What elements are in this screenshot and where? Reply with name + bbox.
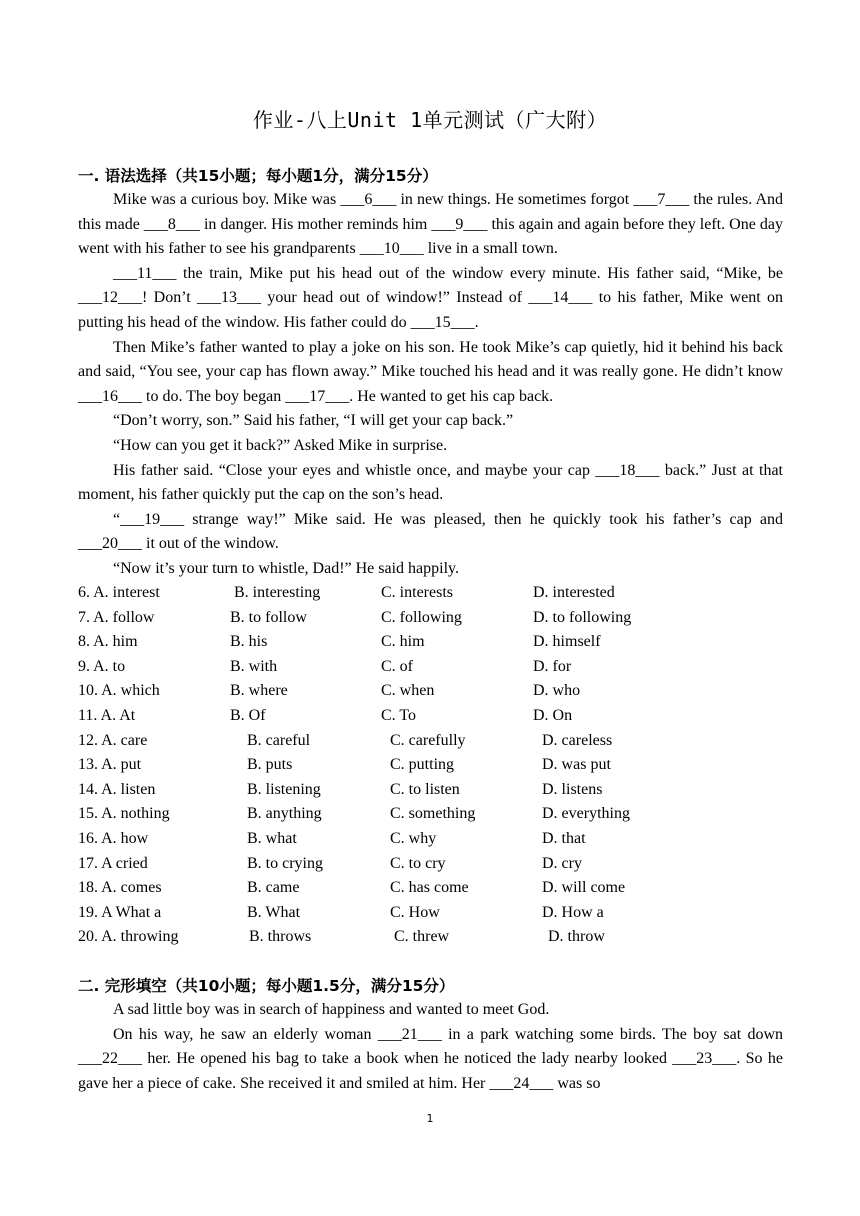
option-b: B. Of [230, 706, 266, 724]
option-b: B. careful [247, 731, 311, 749]
option-row [78, 630, 783, 655]
option-row [78, 852, 783, 877]
option-row [78, 925, 783, 950]
option-c: C. interests [381, 584, 453, 601]
option-d: D. careless [542, 731, 613, 749]
option-d: D. throw [548, 928, 605, 946]
option-c: C. How [390, 903, 440, 921]
option-c: C. why [390, 829, 437, 847]
option-a: 10. A. which [78, 682, 160, 700]
option-c: C. him [381, 633, 425, 651]
option-a: 15. A. nothing [78, 805, 170, 823]
page-number: 1 [426, 1112, 434, 1125]
option-d: D. cry [542, 854, 582, 872]
option-d: D. himself [533, 633, 601, 651]
passage-paragraph: ___11___ the train, Mike put his head out of the window every minute. His father said, “Mike, be ___12___! Don’t ___13___ your head out of window!” Instead of ___14___ to his father, Mike went on putting his head of the window. His father could do ___15___. [78, 264, 783, 331]
option-b: B. puts [247, 756, 293, 774]
section-heading-grammar: 一. 语法选择（共15小题；每小题1分，满分15分） [78, 167, 438, 185]
option-b: B. interesting [234, 584, 321, 601]
option-b: B. to crying [247, 854, 323, 872]
passage-paragraph: A sad little boy was in search of happiness and wanted to meet God. [113, 1001, 550, 1018]
option-d: D. will come [542, 879, 626, 897]
option-b: B. with [230, 657, 278, 675]
passage-paragraph: “___19___ strange way!” Mike said. He was pleased, then he quickly took his father’s cap and ___20___ it out of the window. [78, 510, 783, 553]
option-row [78, 876, 783, 901]
option-row [78, 802, 783, 827]
option-b: B. throws [249, 928, 312, 946]
option-a: 14. A. listen [78, 780, 156, 798]
option-b: B. came [247, 879, 300, 897]
option-a: 18. A. comes [78, 879, 162, 897]
option-row [78, 679, 783, 704]
option-a: 7. A. follow [78, 608, 155, 626]
option-row [78, 606, 783, 631]
option-row [78, 729, 783, 754]
option-d: D. was put [542, 756, 611, 774]
option-b: B. listening [247, 780, 321, 798]
section-heading-cloze: 二. 完形填空（共10小题；每小题1.5分，满分15分） [78, 977, 455, 995]
cloze-passage [78, 998, 783, 1096]
option-row [78, 704, 783, 729]
option-c: C. when [381, 682, 435, 700]
passage-paragraph: His father said. “Close your eyes and whistle once, and maybe your cap ___18___ back.” Just at that moment, his father quickly put the cap on the son’s head. [78, 461, 783, 504]
option-b: B. his [230, 633, 268, 651]
option-b: B. What [247, 903, 301, 921]
option-d: D. everything [542, 805, 630, 823]
option-a: 11. A. At [78, 706, 136, 724]
option-a: 13. A. put [78, 756, 142, 774]
option-row [78, 581, 783, 606]
option-b: B. what [247, 829, 297, 847]
option-d: D. that [542, 829, 586, 847]
option-b: B. to follow [230, 608, 307, 626]
option-b: B. where [230, 682, 288, 700]
option-a: 8. A. him [78, 633, 138, 651]
option-row [78, 827, 783, 852]
option-c: C. threw [394, 928, 450, 946]
option-c: C. To [381, 706, 417, 724]
option-d: D. for [533, 657, 572, 675]
option-c: C. to cry [390, 854, 446, 872]
option-row [78, 778, 783, 803]
option-a: 17. A cried [78, 854, 148, 872]
option-d: D. On [533, 706, 573, 724]
option-c: C. something [390, 805, 476, 823]
option-b: B. anything [247, 805, 322, 823]
option-c: C. following [381, 608, 462, 626]
option-d: D. How a [542, 903, 604, 921]
answer-options [78, 581, 783, 950]
option-a: 16. A. how [78, 829, 149, 847]
passage-paragraph: “Don’t worry, son.” Said his father, “I will get your cap back.” [113, 412, 514, 430]
passage-paragraph: Then Mike’s father wanted to play a joke on his son. He took Mike’s cap quietly, hid it behind his back and said, “You see, your cap has flown away.” Mike touched his head and it was really gone. He didn’t know ___16___ to do. The boy began ___17___. He wanted to get his cap back. [78, 338, 783, 405]
option-c: C. to listen [390, 780, 460, 798]
option-c: C. carefully [390, 731, 466, 749]
option-c: C. putting [390, 756, 455, 774]
option-row [78, 901, 783, 926]
option-a: 9. A. to [78, 657, 126, 675]
option-d: D. to following [533, 608, 632, 626]
option-d: D. who [533, 682, 581, 700]
option-d: D. interested [533, 584, 615, 601]
option-d: D. listens [542, 780, 603, 798]
option-a: 12. A. care [78, 731, 148, 749]
passage-paragraph: “Now it’s your turn to whistle, Dad!” He said happily. [113, 559, 460, 577]
passage-paragraph: “How can you get it back?” Asked Mike in surprise. [113, 436, 448, 454]
option-a: 20. A. throwing [78, 928, 179, 946]
option-c: C. has come [390, 879, 469, 897]
passage-paragraph: On his way, he saw an elderly woman ___21___ in a park watching some birds. The boy sat down ___22___ her. He opened his bag to take a book when he noticed the lady nearby looked ___23___. So he gave her a piece of cake. She received it and smiled at him. Her ___24___ was so [78, 1025, 783, 1092]
grammar-passage [78, 188, 783, 582]
option-c: C. of [381, 657, 413, 675]
option-a: 19. A What a [78, 903, 162, 921]
option-row [78, 655, 783, 680]
passage-paragraph: Mike was a curious boy. Mike was ___6___ in new things. He sometimes forgot ___7___ the rules. And this made ___8___ in danger. His mother reminds him ___9___ this again and again before they left. One day went with his father to see his grandparents ___10___ live in a small town. [78, 191, 783, 258]
page-title: 作业-八上Unit 1单元测试（广大附） [252, 108, 608, 132]
option-row [78, 753, 783, 778]
option-a: 6. A. interest [78, 584, 160, 601]
